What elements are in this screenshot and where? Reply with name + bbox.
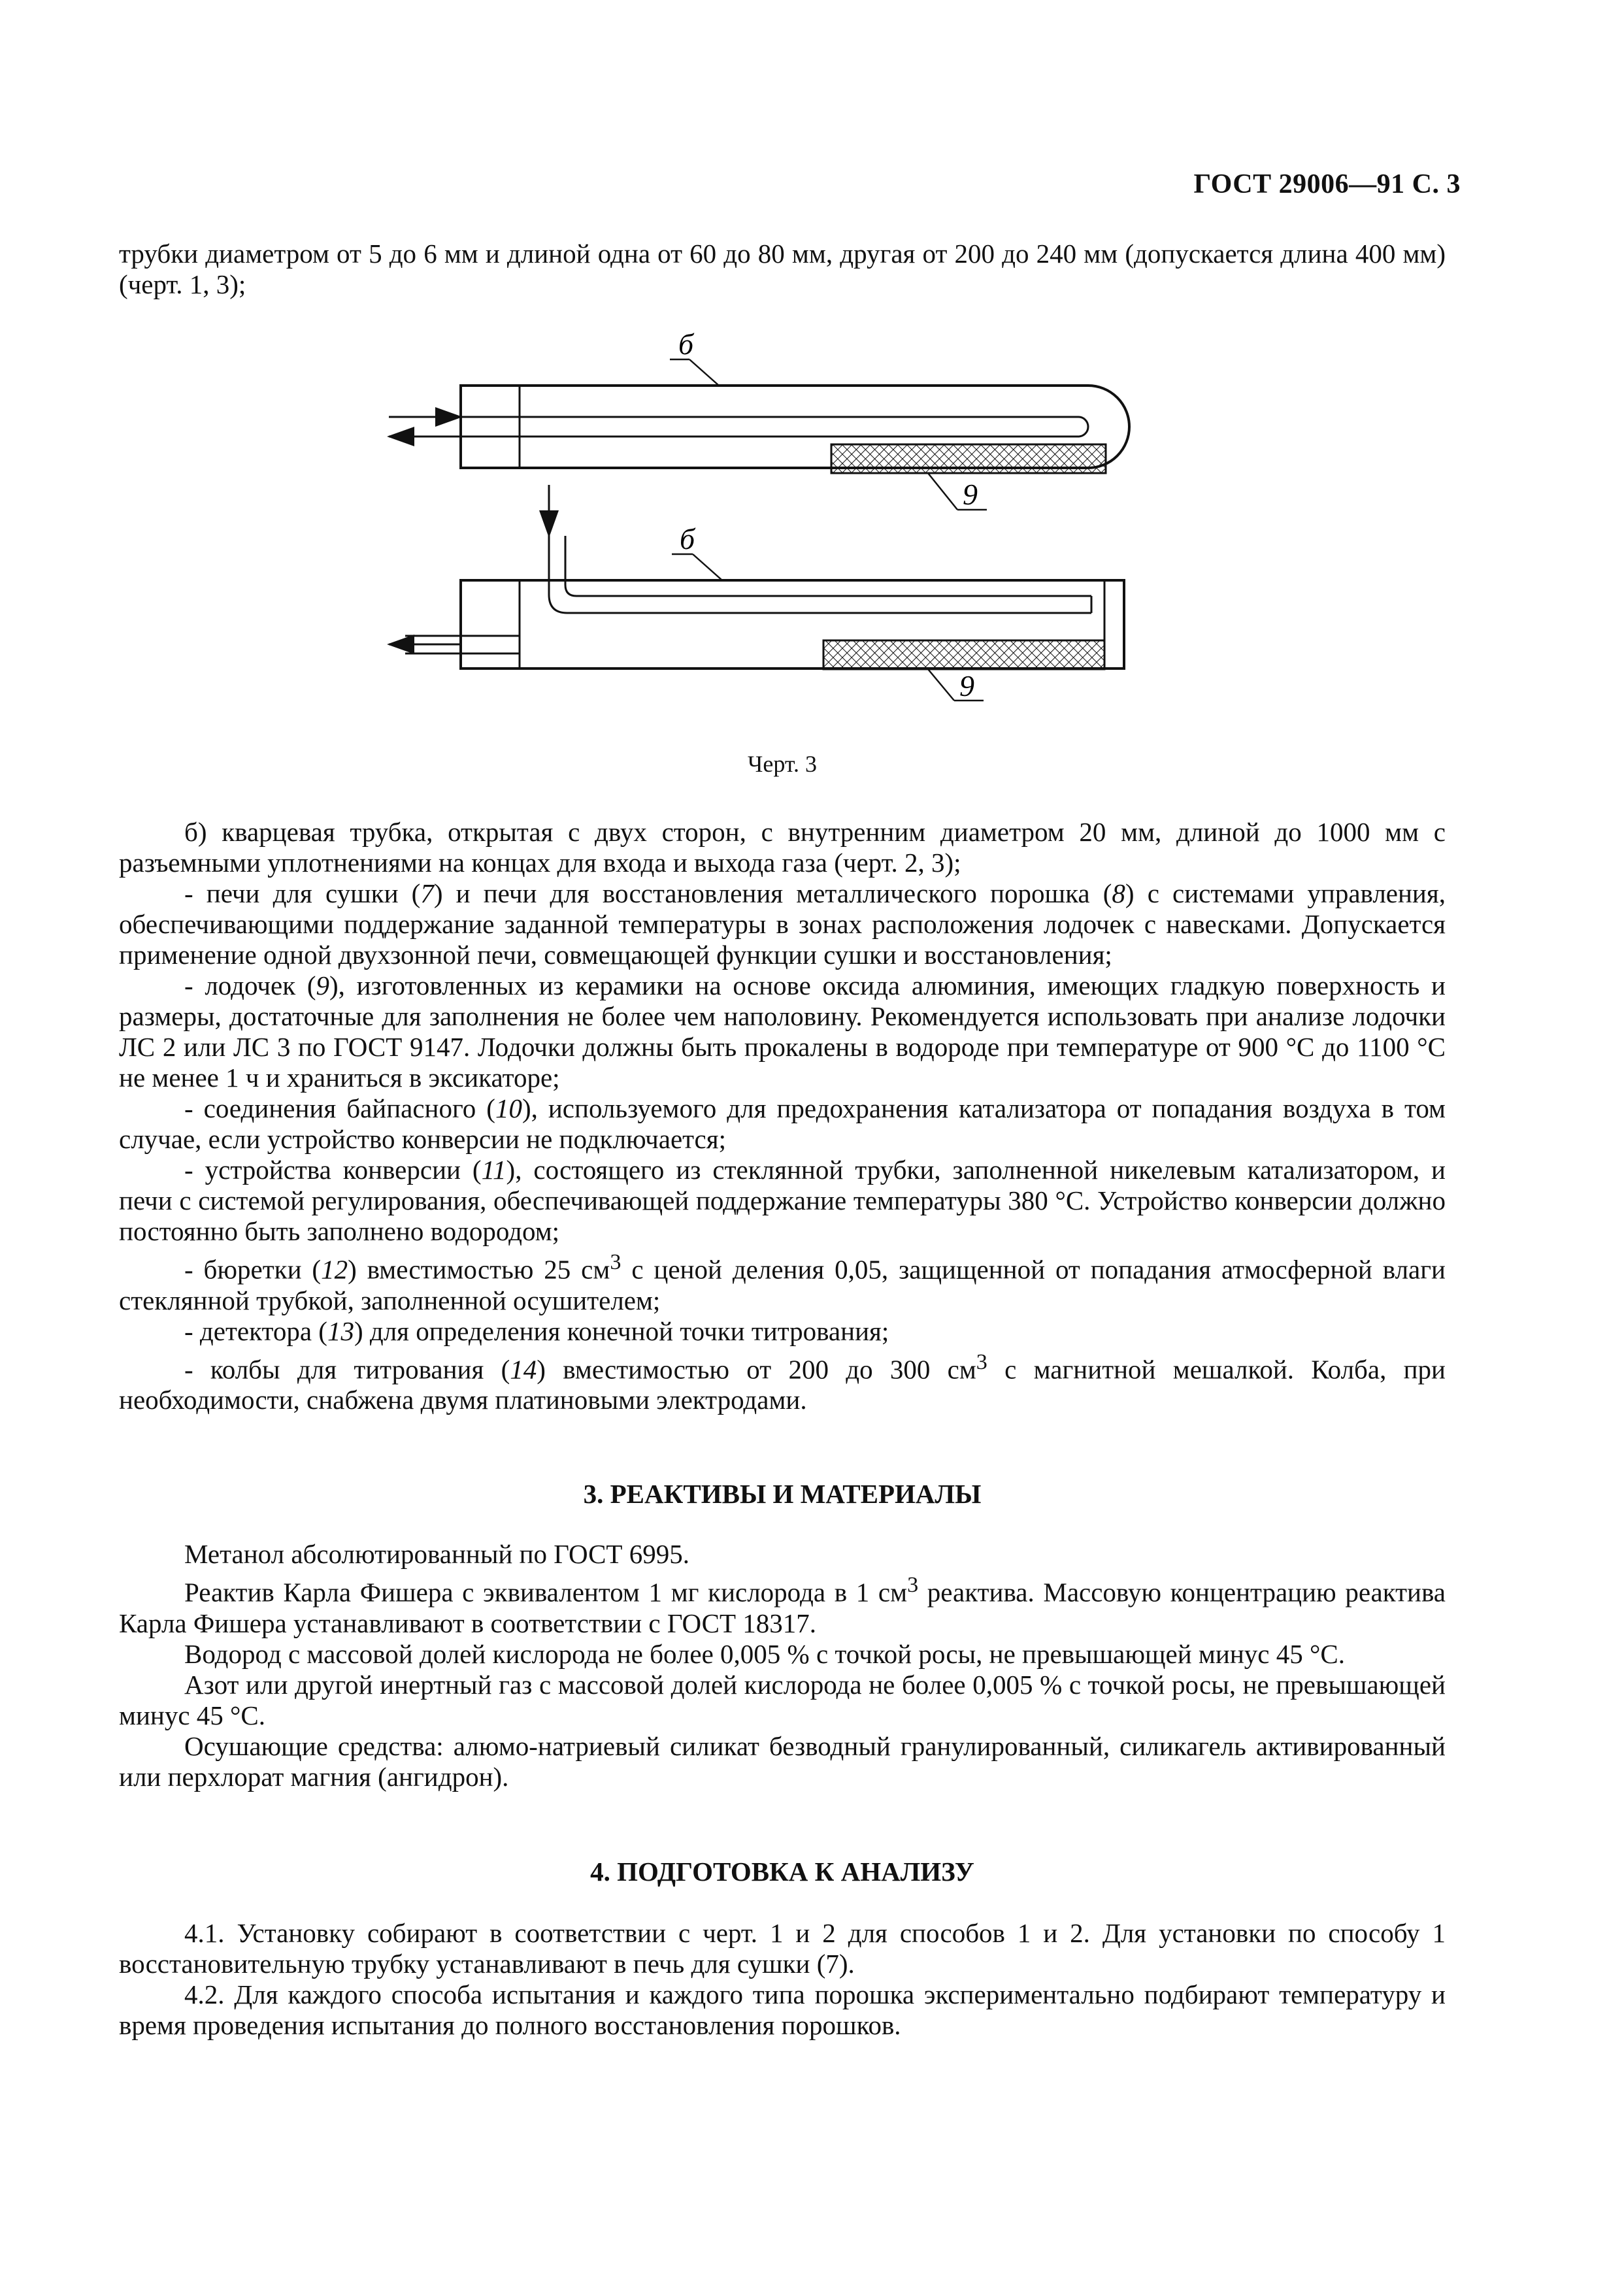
list-item-flask: - колбы для титрования (14) вместимостью от 200 до 300 $см^3$ с магнитной мешалкой. Колба, при необходимости, снабжена двумя платиновыми электродами. xyxy=(119,1349,1446,1415)
section4-title: 4. ПОДГОТОВКА К АНАЛИЗУ xyxy=(590,1857,974,1887)
tube-drawing xyxy=(366,320,1189,738)
label-top-9: 9 xyxy=(963,478,978,511)
label-top-b: б xyxy=(678,327,694,361)
intro-paragraph xyxy=(119,239,1446,300)
section4-p2: 4.2. Для каждого способа испытания и каждого типа порошка экспериментально подбирают температуру и время проведения испытания до полного восстановления порошков. xyxy=(119,1979,1446,2040)
section3-p5: Осушающие средства: алюмо-натриевый силикат безводный гранулированный, силикагель активированный или перхлорат магния (ангидрон). xyxy=(119,1730,1446,1792)
figure-caption: Черт. 3 xyxy=(748,751,817,777)
section3-p2: Реактив Карла Фишера с эквивалентом 1 мг кислорода в 1 $см^3$ реактива. Массовую концентрацию реактива Карла Фишера устанавливают в соответствии с ГОСТ 18317. xyxy=(119,1573,1446,1638)
equipment-list xyxy=(119,817,1446,1415)
list-item-burette: - бюретки (12) вместимостью 25 $см^3$ с ценой деления 0,05, защищенной от попадания атмосферной влаги стеклянной трубкой, заполненной осушителем; xyxy=(119,1250,1446,1315)
section4-body xyxy=(119,1918,1446,2041)
list-item-detector: - детектора (13) для определения конечной точки титрования; xyxy=(184,1315,889,1346)
list-item-quartz: б) кварцевая трубка, открытая с двух сторон, с внутренним диаметром 20 мм, длиной до 1000 мм с разъемными уплотнениями на концах для входа и выхода газа (черт. 2, 3); xyxy=(119,817,1446,878)
section3-p4: Азот или другой инертный газ с массовой долей кислорода не более 0,005 % с точкой росы, не превышающей минус 45 °С. xyxy=(119,1669,1446,1730)
list-item-boats: - лодочек (9), изготовленных из керамики на основе оксида алюминия, имеющих гладкую поверхность и размеры, достаточные для заполнения не более чем наполовину. Рекомендуется использовать при анализе лодочки ЛС 2 или ЛС 3 по ГОСТ 9147. Лодочки должны быть прокалены в водороде при температуре от 900 °С до 1100 °С не менее 1 ч и храниться в эксикаторе; xyxy=(119,970,1446,1093)
section3-body xyxy=(119,1539,1446,1792)
page-header: ГОСТ 29006—91 С. 3 xyxy=(1193,169,1461,199)
list-item-conversion: - устройства конверсии (11), состоящего из стеклянной трубки, заполненной никелевым катализатором, и печи с системой регулирования, обеспечивающей поддержание температуры 380 °С. Устройство конверсии должно постоянно быть заполнено водородом; xyxy=(119,1155,1446,1246)
section4-p1: 4.1. Установку собирают в соответствии с черт. 1 и 2 для способов 1 и 2. Для установки по способу 1 восстановительную трубку устанавливают в печь для сушки (7). xyxy=(119,1918,1446,1979)
section3-title: 3. РЕАКТИВЫ И МАТЕРИАЛЫ xyxy=(583,1479,982,1509)
bottom-tube xyxy=(389,485,1124,702)
intro-text: трубки диаметром от 5 до 6 мм и длиной одна от 60 до 80 мм, другая от 200 до 240 мм (допускается длина 400 мм) (черт. 1, 3); xyxy=(119,239,1446,299)
label-bottom-9: 9 xyxy=(959,669,974,702)
list-item-ovens: - печи для сушки (7) и печи для восстановления металлического порошка (8) с системами управления, обеспечивающими поддержание заданной температуры в зонах расположения лодочек с навесками. Допускается применение одной двухзонной печи, совмещающей функции сушки и восстановления; xyxy=(119,878,1446,970)
list-item-bypass: - соединения байпасного (10), используемого для предохранения катализатора от попадания воздуха в том случае, если устройство конверсии не подключается; xyxy=(119,1093,1446,1154)
label-bottom-b: б xyxy=(680,522,695,555)
section3-p1: Метанол абсолютированный по ГОСТ 6995. xyxy=(184,1539,689,1569)
section3-p3: Водород с массовой долей кислорода не более 0,005 % с точкой росы, не превышающей минус 45 °С. xyxy=(184,1638,1345,1669)
top-tube xyxy=(389,327,1129,511)
